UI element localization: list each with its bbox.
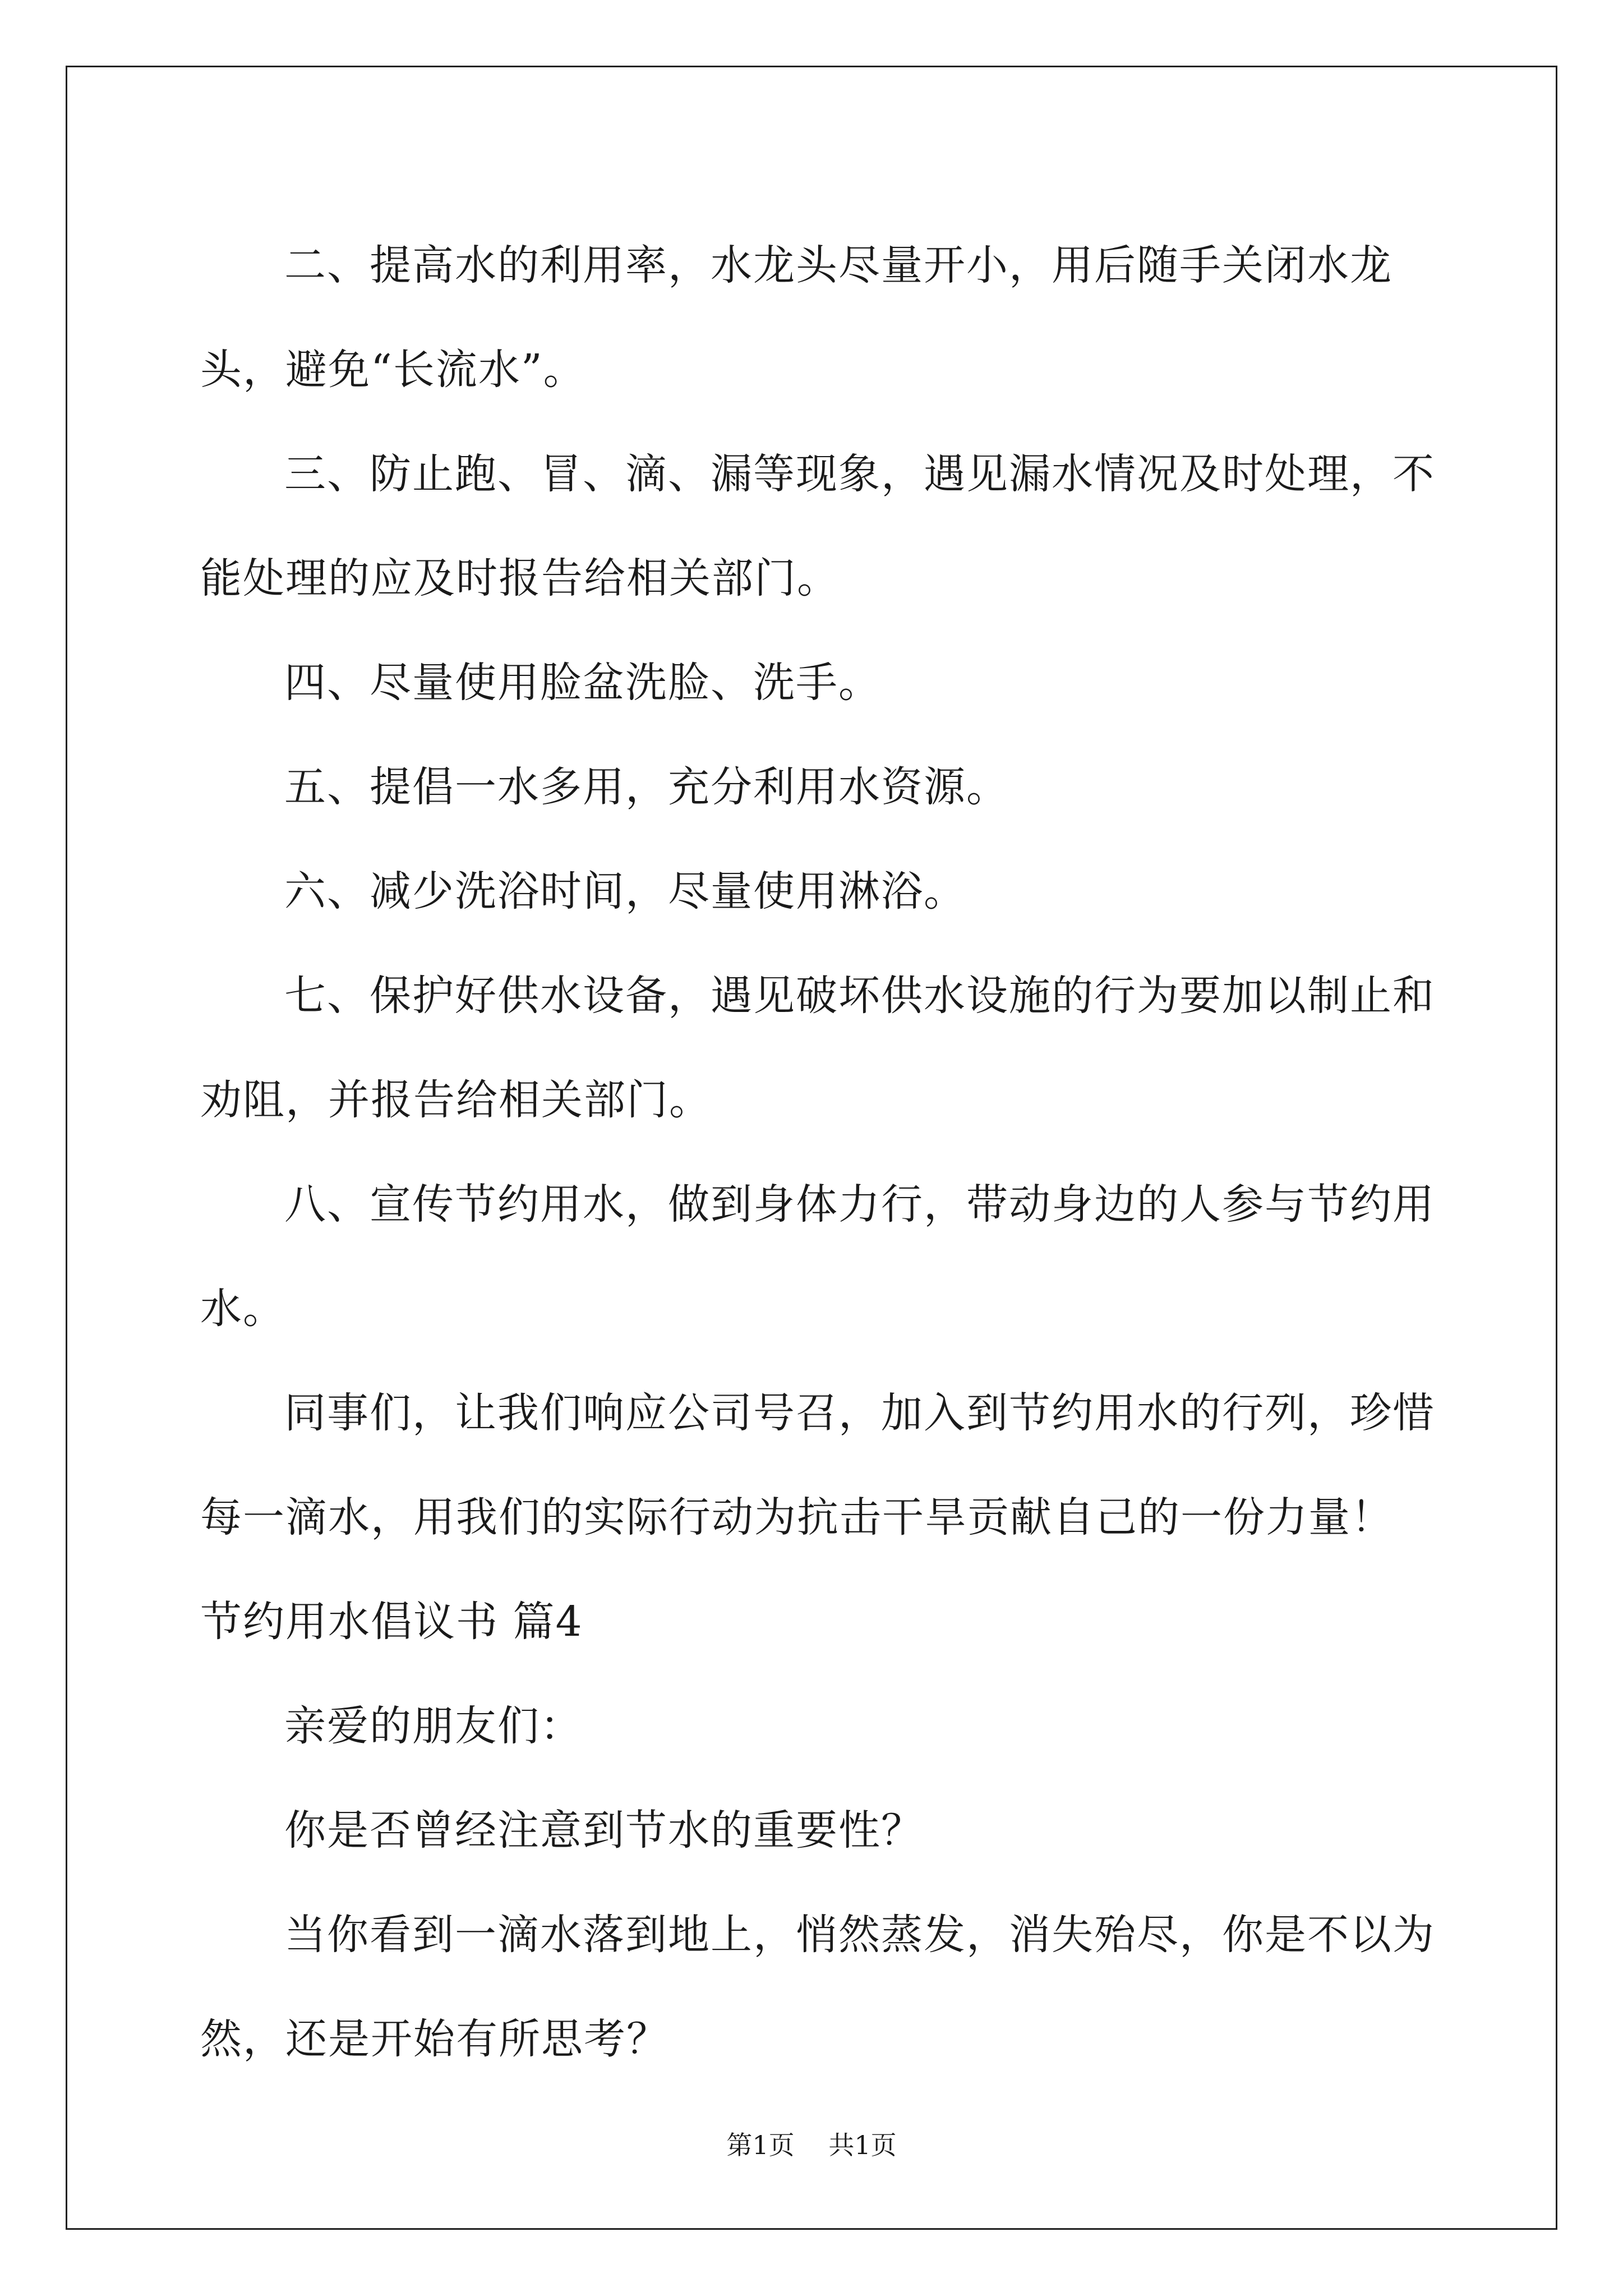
reflection-paragraph: 当你看到一滴水落到地上，悄然蒸发，消失殆尽，你是不以为然，还是开始有所思考？: [200, 1911, 1435, 2063]
paragraph-3: 三、防止跑、冒、滴、漏等现象，遇见漏水情况及时处理，不能处理的应及时报告给相关部门。: [200, 450, 1435, 602]
paragraph-8: 八、宣传节约用水，做到身体力行，带动身边的人参与节约用水。: [200, 1180, 1435, 1333]
section-heading: 节约用水倡议书 篇4: [200, 1598, 583, 1646]
question-paragraph: 你是否曾经注意到节水的重要性？: [284, 1806, 924, 1855]
paragraph-6: 六、减少洗浴时间，尽量使用淋浴。: [284, 867, 966, 915]
paragraph-closing: 同事们，让我们响应公司号召，加入到节约用水的行列，珍惜每一滴水，用我们的实际行动为抗击干旱贡献自己的一份力量！: [200, 1389, 1435, 1542]
document-body: [200, 213, 1456, 2091]
greeting-paragraph: 亲爱的朋友们：: [284, 1702, 583, 1750]
paragraph-4: 四、尽量使用脸盆洗脸、洗手。: [284, 659, 881, 707]
paragraph-2: 二、提高水的利用率，水龙头尽量开小，用后随手关闭水龙头，避免“长流水”。: [200, 241, 1393, 394]
paragraph-7: 七、保护好供水设备，遇见破坏供水设施的行为要加以制止和劝阻，并报告给相关部门。: [200, 972, 1435, 1124]
page-footer: [0, 2128, 1623, 2162]
paragraph-5: 五、提倡一水多用，充分利用水资源。: [284, 763, 1009, 811]
page-number-label: 第1页: [726, 2130, 795, 2160]
page-total-label: 共1页: [828, 2130, 897, 2160]
